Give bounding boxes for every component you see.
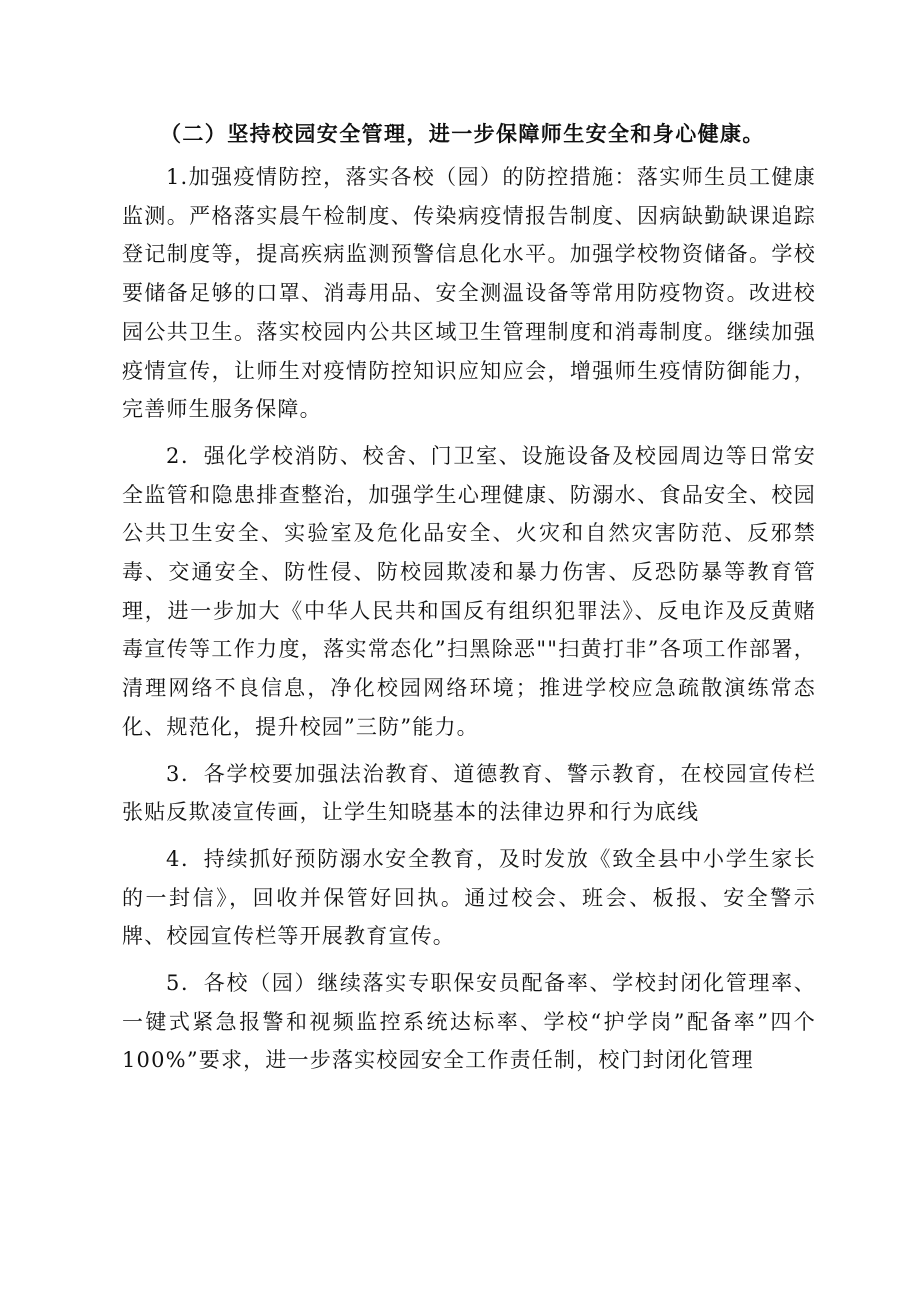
paragraph-legal-education: 3．各学校要加强法治教育、道德教育、警示教育，在校园宣传栏张贴反欺凌宣传画，让学生知晓基本的法律边界和行为底线 [122, 761, 816, 825]
paragraph-safety-supervision: 2．强化学校消防、校舍、门卫室、设施设备及校园周边等日常安全监管和隐患排查整治，加强学生心理健康、防溺水、食品安全、校园公共卫生安全、实验室及危化品安全、火灾和自然灾害防范、反邪禁毒、交通安全、防性侵、防校园欺凌和暴力伤害、反恐防暴等教育管理，进一步加大《中华人民共和国反有组织犯罪法》、反电诈及反黄赌毒宣传等工作力度，落实常态化”扫黑除恶""扫黄打非”各项工作部署，清理网络不良信息，净化校园网络环境；推进学校应急疏散演练常态化、规范化，提升校园”三防”能力。 [122, 443, 816, 739]
paragraph-security-staffing: 5．各校（园）继续落实专职保安员配备率、学校封闭化管理率、一键式紧急报警和视频监控系统达标率、学校“护学岗”配备率”四个100%”要求，进一步落实校园安全工作责任制，校门封闭化管理 [122, 971, 816, 1073]
section-heading: （二）坚持校园安全管理，进一步保障师生安全和身心健康。 [160, 121, 765, 146]
paragraph-drowning-prevention: 4．持续抓好预防溺水安全教育，及时发放《致全县中小学生家长的一封信》，回收并保管好回执。通过校会、班会、板报、安全警示牌、校园宣传栏等开展教育宣传。 [122, 846, 816, 949]
paragraph-epidemic-control: 1.加强疫情防控，落实各校（园）的防控措施：落实师生员工健康监测。严格落实晨午检制度、传染病疫情报告制度、因病缺勤缺课追踪登记制度等，提高疾病监测预警信息化水平。加强学校物资储备。学校要储备足够的口罩、消毒用品、安全测温设备等常用防疫物资。改进校园公共卫生。落实校园内公共区域卫生管理制度和消毒制度。继续加强疫情宣传，让师生对疫情防控知识应知应会，增强师生疫情防御能力，完善师生服务保障。 [122, 165, 816, 422]
